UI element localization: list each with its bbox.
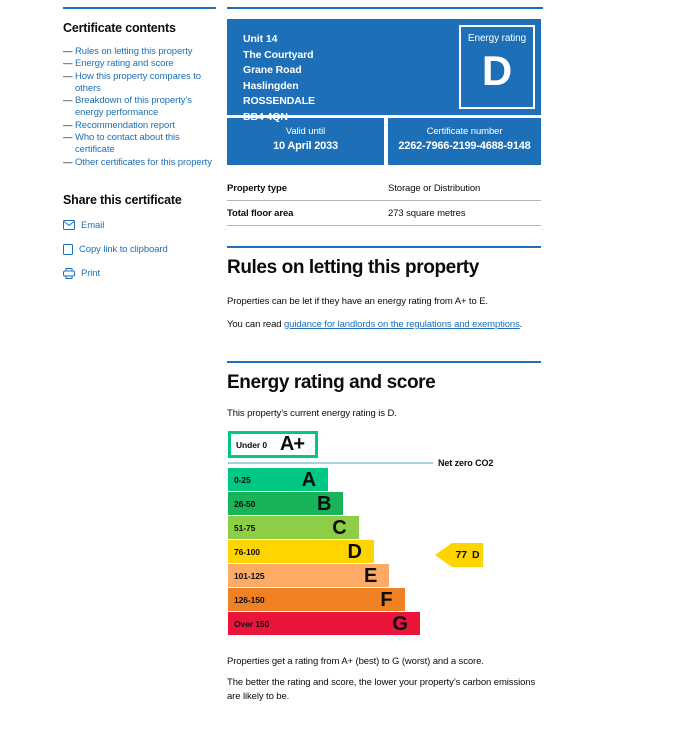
share-list: [63, 220, 221, 279]
contents-nav-item: [63, 132, 221, 157]
valid-until-label: Valid until: [285, 126, 326, 137]
address-line: Unit 14: [243, 33, 278, 45]
contents-link[interactable]: Recommendation report: [75, 119, 175, 131]
current-rating-marker: [435, 543, 483, 567]
dash-bullet: —: [63, 46, 73, 57]
band-letter: C: [332, 516, 347, 539]
current-score: 77: [455, 549, 467, 562]
net-zero-row: [228, 458, 541, 468]
contents-link[interactable]: Breakdown of this property’s energy performance: [75, 95, 192, 119]
share-link[interactable]: Email: [63, 220, 221, 231]
band-range-label: Over 150: [234, 618, 270, 629]
certificate-number-box: [388, 118, 541, 165]
valid-until-box: [227, 118, 384, 165]
certificate-number-label: Certificate number: [426, 126, 503, 137]
dash-bullet: —: [63, 156, 73, 168]
dash-bullet: —: [63, 95, 73, 107]
dash-bullet: —: [63, 70, 73, 82]
band-letter: A+: [279, 433, 304, 456]
band-range-label: 26-50: [234, 498, 256, 509]
table-row-value: Storage or Distribution: [388, 183, 481, 194]
contents-nav-item: [63, 58, 221, 70]
table-row-label: Total floor area: [227, 208, 294, 219]
energy-rating-box: [459, 25, 535, 109]
sidebar-top-rule: [63, 7, 216, 9]
table-row: [227, 176, 541, 201]
contents-link[interactable]: Who to contact about this certificate: [75, 132, 180, 156]
energy-rating-chart: [228, 431, 541, 637]
band-letter: G: [392, 612, 408, 635]
panel-bottom-row: [227, 118, 541, 165]
share-title: Share this certificate: [63, 192, 182, 207]
rules-paragraph-2: You can read guidance for landlords on the regulations and exemptions.: [227, 318, 523, 330]
contents-link[interactable]: Other certificates for this property: [75, 156, 212, 168]
contents-nav-item: [63, 157, 221, 169]
section-divider: [227, 246, 541, 248]
rating-band: [228, 492, 343, 515]
print-icon: [63, 268, 75, 279]
marker-arrow-tip-icon: [435, 543, 452, 567]
contents-nav-item: [63, 95, 221, 120]
table-row-value: 273 square metres: [388, 208, 466, 219]
band-range-label: Under 0: [236, 439, 267, 450]
band-range-label: 0-25: [234, 474, 251, 485]
valid-until-value: 10 April 2033: [273, 140, 338, 152]
band-a-plus: [228, 431, 318, 458]
band-range-label: 126-150: [234, 594, 265, 605]
rating-band: [228, 588, 405, 611]
band-letter: A: [301, 468, 316, 491]
band-letter: B: [316, 492, 332, 515]
marker-body: [452, 543, 483, 567]
share-link[interactable]: Print: [63, 268, 221, 279]
certificate-contents-sidebar: [63, 21, 221, 292]
certificate-main: [227, 19, 541, 704]
rules-paragraph-1: Properties can be let if they have an energy rating from A+ to E.: [227, 296, 488, 307]
rating-band: [228, 540, 374, 563]
address-line: Grane Road: [243, 64, 302, 76]
band-range-label: 51-75: [234, 522, 256, 533]
band-letter: E: [363, 564, 378, 587]
contents-nav-item: [63, 71, 221, 96]
contents-title: Certificate contents: [63, 21, 176, 35]
rating-intro: This property’s current energy rating is D.: [227, 407, 397, 419]
certificate-number-value: 2262-7966-2199-4688-9148: [398, 140, 531, 152]
landlord-guidance-link[interactable]: guidance for landlords on the regulations and exemptions: [283, 318, 520, 330]
rating-band: [228, 564, 389, 587]
rating-band: [228, 516, 359, 539]
certificate-summary-panel: [227, 19, 541, 123]
energy-rating-value: D: [481, 47, 513, 94]
property-summary-table: [227, 176, 541, 226]
band-letter: D: [347, 540, 362, 563]
section-divider: [227, 361, 541, 363]
rating-band: [228, 612, 420, 635]
band-letter: F: [380, 588, 393, 611]
dash-bullet: —: [63, 119, 73, 131]
net-zero-line: [228, 462, 433, 464]
contents-nav-item: [63, 46, 221, 58]
band-range-label: 101-125: [234, 570, 265, 581]
address-line: The Courtyard: [243, 48, 314, 61]
dash-bullet: —: [63, 132, 73, 144]
table-row-label: Property type: [227, 183, 287, 194]
contents-nav-item: [63, 120, 221, 132]
address-line: BB4 4QN: [243, 110, 288, 123]
energy-rating-label: Energy rating: [467, 33, 527, 44]
rating-heading: Energy rating and score: [227, 371, 436, 393]
share-link[interactable]: Copy link to clipboard: [63, 244, 221, 255]
net-zero-label: Net zero CO2: [438, 458, 494, 469]
contents-link[interactable]: How this property compares to others: [75, 70, 201, 94]
contents-nav: [63, 46, 221, 169]
dash-bullet: —: [63, 58, 73, 70]
rating-footer-1: Properties get a rating from A+ (best) to G (worst) and a score.: [227, 656, 484, 668]
current-letter: D: [472, 549, 480, 562]
contents-link[interactable]: Rules on letting this property: [75, 46, 193, 57]
rating-footer-2: The better the rating and score, the lower your property’s carbon emissions are likely to be.: [227, 677, 536, 702]
main-top-rule: [227, 7, 543, 9]
rating-band: [228, 468, 328, 491]
table-row: [227, 201, 541, 226]
address-line: ROSSENDALE: [243, 95, 315, 107]
rules-heading: Rules on letting this property: [227, 257, 479, 278]
copy-icon: [63, 244, 73, 255]
band-range-label: 76-100: [234, 546, 260, 557]
address-line: Haslingden: [243, 79, 299, 92]
email-icon: [63, 220, 75, 230]
rating-bands: [228, 468, 541, 635]
contents-link[interactable]: Energy rating and score: [75, 58, 174, 70]
